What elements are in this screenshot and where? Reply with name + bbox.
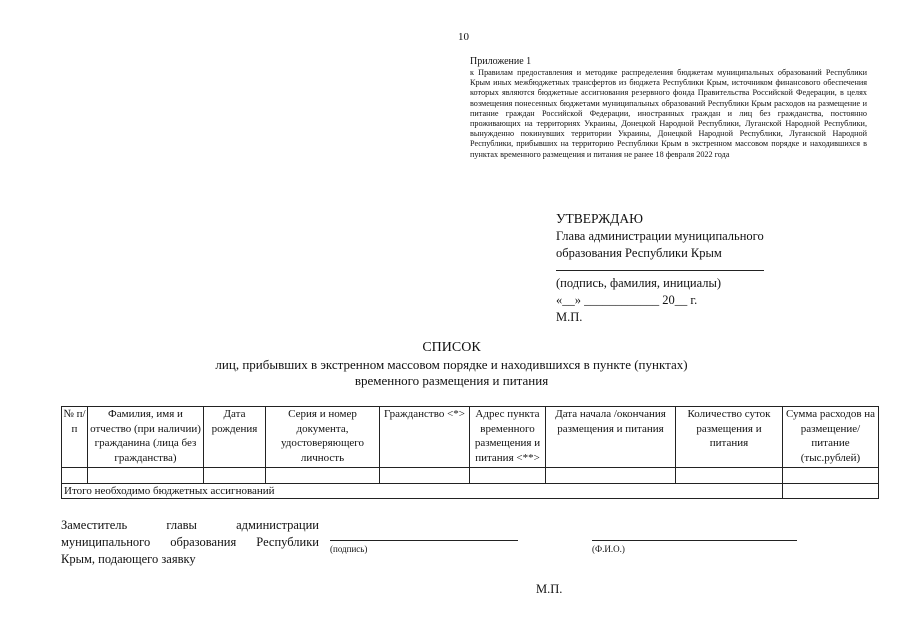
table-row <box>62 468 879 484</box>
total-value <box>783 484 879 499</box>
header-days-count: Количество суток размещения и питания <box>676 407 783 468</box>
page-number: 10 <box>458 31 469 43</box>
cell-number <box>62 468 88 484</box>
approval-position-line1: Глава администрации муниципального <box>556 229 764 243</box>
cell-expense-sum <box>783 468 879 484</box>
persons-table <box>61 406 879 499</box>
fio-line <box>592 540 797 541</box>
document-subtitle-line2: временного размещения и питания <box>354 373 549 388</box>
cell-days-count <box>676 468 783 484</box>
approval-position-line2: образования Республики Крым <box>556 246 722 260</box>
cell-address <box>470 468 546 484</box>
deputy-position-line1: Заместитель главы администрации <box>61 518 319 532</box>
appendix-text: к Правилам предоставления и методике распределения бюджетам муниципальных образований Республики Крым иных межбюджетных трансфертов из бюджета Республики Крым, источником финансового обеспечения которых являются бюджетные ассигнования резервного фонда Правительства Российской Федерации, в целях возмещения понесенных бюджетами муниципальных образований Республики Крым расходов на размещение и питание граждан Российской Федерации, иностранных граждан и лиц без гражданства, постоянно проживающих на территориях Украины, Донецкой Народной Республики, Луганской Народной Республики, вынужденно покинувших территории Украины, Донецкой Народной Республики, Луганской Народной Республики, прибывших на территорию Республики Крым в экстренном массовом порядке и находившихся в пунктах временного размещения и питания не ранее 18 февраля 2022 года <box>470 68 867 159</box>
header-full-name: Фамилия, имя и отчество (при наличии) гражданина (лица без гражданства) <box>88 407 204 468</box>
approval-signature-hint: (подпись, фамилия, инициалы) <box>556 276 722 290</box>
cell-dates <box>546 468 676 484</box>
approval-stamp: М.П. <box>556 310 583 324</box>
signature-label: (подпись) <box>330 544 368 554</box>
signature-line <box>330 540 518 541</box>
cell-full-name <box>88 468 204 484</box>
cell-id-document <box>266 468 380 484</box>
cell-birth-date <box>204 468 266 484</box>
fio-label: (Ф.И.О.) <box>592 544 625 554</box>
header-number: № п/п <box>62 407 88 468</box>
footer-stamp: М.П. <box>536 582 563 596</box>
appendix-title: Приложение 1 <box>470 56 532 67</box>
header-expense-sum: Сумма расходов на размещение/ питание (тыс.рублей) <box>783 407 879 468</box>
cell-citizenship <box>380 468 470 484</box>
header-birth-date: Дата рождения <box>204 407 266 468</box>
approval-signature-line <box>556 270 764 271</box>
header-address: Адрес пункта временного размещения и питания <**> <box>470 407 546 468</box>
total-label: Итого необходимо бюджетных ассигнований <box>62 484 783 499</box>
approval-title: УТВЕРЖДАЮ <box>556 211 644 226</box>
deputy-position-line3: Крым, подающего заявку <box>61 552 196 566</box>
document-title: СПИСОК <box>422 340 481 355</box>
document-subtitle-line1: лиц, прибывших в экстренном массовом порядке и находившихся в пункте (пунктах) <box>215 357 688 372</box>
header-id-document: Серия и номер документа, удостоверяющего личность <box>266 407 380 468</box>
deputy-position-line2: муниципального образования Республики <box>61 535 319 549</box>
header-dates: Дата начала /окончания размещения и питания <box>546 407 676 468</box>
header-citizenship: Гражданство <*> <box>380 407 470 468</box>
approval-date: «__» ____________ 20__ г. <box>556 293 698 307</box>
total-row <box>62 484 879 499</box>
table-header-row <box>62 407 879 468</box>
